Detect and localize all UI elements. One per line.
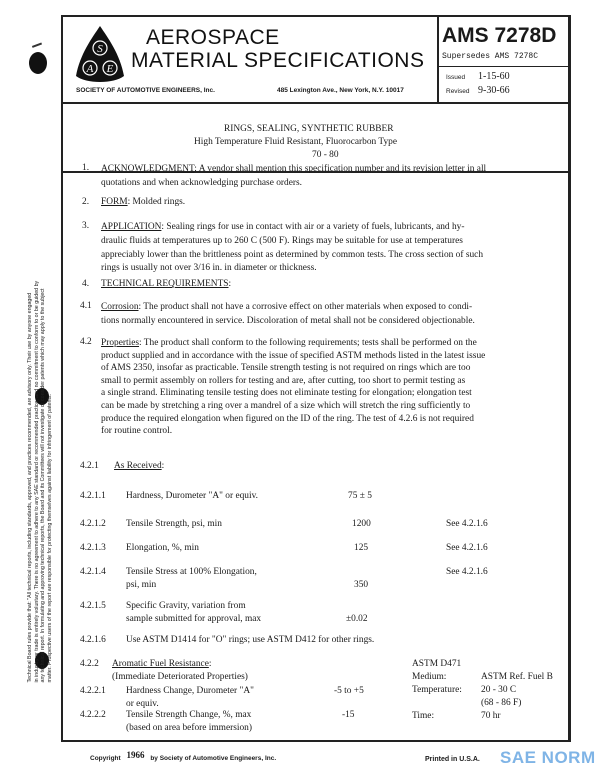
line: product supplied and in accordance with the issue of specified ASTM methods listed in the latest issue bbox=[101, 350, 486, 361]
notice-line: in industry or trade is entirely voluntary. There is no agreement to adhere to any SAE standard or recommended practice, and no commitment to conform to or be guided by bbox=[33, 280, 40, 683]
line: a single strand. Eliminating tensile testing does not eliminate testing for elongation; elongation test bbox=[101, 388, 472, 399]
punch-hole-mark bbox=[29, 52, 47, 74]
section-4-2-1-heading bbox=[114, 461, 164, 471]
fuel-medium-label: Medium: bbox=[412, 672, 447, 682]
supersedes: Supersedes AMS 7278C bbox=[442, 52, 539, 61]
line: of AMS 2350, insofar as practicable. Tensile strength testing is not required on rings which are too bbox=[101, 363, 471, 374]
fuel-temperature-f-value: (68 - 86 F) bbox=[481, 698, 522, 708]
row-label: Hardness, Durometer "A" or equiv. bbox=[126, 491, 259, 501]
society-address: 485 Lexington Ave., New York, N.Y. 10017 bbox=[277, 87, 404, 94]
section-number: 4. bbox=[82, 279, 90, 289]
section-number: 4.2 bbox=[80, 337, 92, 347]
header-title-aerospace: AEROSPACE bbox=[146, 26, 280, 49]
row-value: 1200 bbox=[352, 519, 371, 529]
section-heading: Aromatic Fuel Resistance bbox=[112, 659, 209, 669]
section-4-2-2-heading bbox=[112, 659, 211, 669]
section-number: 4.2.1 bbox=[80, 461, 99, 471]
spec-number-divider bbox=[437, 66, 571, 67]
row-label-continued: sample submitted for approval, max bbox=[126, 614, 262, 624]
row-label: Specific Gravity, variation from bbox=[126, 601, 246, 611]
row-value: -15 bbox=[342, 710, 355, 720]
section-heading: TECHNICAL REQUIREMENTS bbox=[101, 279, 229, 289]
section-3-text bbox=[101, 221, 483, 276]
notice-line: matter. Prospective users of the report are responsible for protecting themselves against liability for infringement of patents." bbox=[46, 392, 53, 683]
copyright-holder: by Society of Automotive Engineers, Inc. bbox=[150, 755, 277, 762]
row-number: 4.2.1.1 bbox=[80, 491, 106, 501]
suffix: : bbox=[228, 279, 232, 289]
row-label: Hardness Change, Durometer "A" bbox=[126, 686, 254, 696]
svg-text:E: E bbox=[106, 63, 114, 75]
fuel-temperature-value: 20 - 30 C bbox=[481, 685, 517, 695]
sae-norm-watermark: SAE NORM bbox=[500, 748, 596, 767]
row-number: 4.2.1.2 bbox=[80, 519, 106, 529]
row-value: 350 bbox=[354, 580, 369, 590]
notice-line: any technical report. In formulating and approving technical reports, the Board and its Committees will not investigate or consider patents which may apply to the subject bbox=[40, 288, 46, 683]
row-note: See 4.2.1.6 bbox=[446, 543, 488, 553]
row-number: 4.2.1.5 bbox=[80, 601, 106, 611]
line: draulic fluids at temperatures up to 260 C (500 F). Rings may be suitable for use at temperatures bbox=[101, 235, 463, 246]
line: for routine control. bbox=[101, 426, 173, 437]
copyright-label: Copyright bbox=[90, 755, 121, 762]
row-note: See 4.2.1.6 bbox=[446, 519, 488, 529]
issued-date: 1-15-60 bbox=[478, 71, 510, 82]
revised-date: 9-30-66 bbox=[478, 85, 510, 96]
section-number: 4.1 bbox=[80, 301, 92, 311]
line: can be made by stretching a ring over a mandrel of a size which will stretch the ring sufficiently to bbox=[101, 400, 471, 411]
row-value: ±0.02 bbox=[346, 614, 368, 624]
fuel-time-label: Time: bbox=[412, 711, 435, 721]
header-divider bbox=[61, 102, 571, 104]
punch-hole-scratch bbox=[32, 43, 44, 54]
row-value: 125 bbox=[354, 543, 369, 553]
issued-label: Issued bbox=[446, 74, 466, 81]
svg-text:S: S bbox=[97, 43, 103, 55]
line: : Molded rings. bbox=[127, 197, 186, 207]
fuel-medium-value: ASTM Ref. Fuel B bbox=[481, 672, 553, 682]
row-label-continued: (based on area before immersion) bbox=[126, 723, 252, 733]
fuel-time-value: 70 hr bbox=[481, 711, 501, 721]
line: produce the required elongation when figured on the ID of the ring. The test of 4.2.6 is not required bbox=[101, 413, 474, 424]
printed-in-usa: Printed in U.S.A. bbox=[425, 756, 480, 763]
svg-text:A: A bbox=[86, 63, 94, 75]
row-label: Tensile Stress at 100% Elongation, bbox=[126, 567, 257, 577]
row-number: 4.2.2.1 bbox=[80, 686, 106, 696]
suffix: : bbox=[161, 461, 165, 471]
row-label-continued: psi, min bbox=[126, 580, 157, 590]
row-label: Tensile Strength Change, %, max bbox=[126, 710, 252, 720]
line: quotations and when acknowledging purchase orders. bbox=[101, 177, 302, 188]
section-heading: ACKNOWLEDGMENT bbox=[101, 164, 195, 174]
doc-subtitle: High Temperature Fluid Resistant, Fluorocarbon Type bbox=[194, 137, 397, 147]
footer-copyright bbox=[90, 752, 276, 762]
section-number: 4.2.1.6 bbox=[80, 635, 106, 645]
revised-label: Revised bbox=[446, 88, 470, 95]
row-number: 4.2.1.4 bbox=[80, 567, 106, 577]
header-title-material-specifications: MATERIAL SPECIFICATIONS bbox=[131, 49, 425, 72]
line: : Sealing rings for use in contact with air or a variety of fuels, lubricants, and hy- bbox=[161, 222, 465, 232]
suffix: : bbox=[208, 659, 212, 669]
fuel-test-method: ASTM D471 bbox=[412, 659, 462, 669]
doc-type-range: 70 - 80 bbox=[312, 150, 339, 160]
copyright-year: 1966 bbox=[126, 750, 145, 760]
section-4-2-1-6-text: Use ASTM D1414 for "O" rings; use ASTM D412 for other rings. bbox=[126, 635, 375, 645]
side-legal-notice bbox=[27, 138, 53, 683]
row-label: Tensile Strength, psi, min bbox=[126, 519, 222, 529]
section-number: 4.2.2 bbox=[80, 659, 99, 669]
line: : The product shall conform to the following requirements; tests shall be performed on the bbox=[139, 338, 477, 348]
line: small to permit assembly on rollers for testing and are, after cutting, too short to permit testing as bbox=[101, 375, 466, 386]
line: appreciably lower than the brittleness point as determined by common tests. The cross section of such bbox=[101, 249, 484, 260]
section-heading: Corrosion bbox=[101, 302, 139, 312]
section-heading: APPLICATION bbox=[101, 222, 162, 232]
row-note: See 4.2.1.6 bbox=[446, 567, 488, 577]
header-vertical-divider bbox=[437, 15, 439, 103]
row-number: 4.2.2.2 bbox=[80, 710, 106, 720]
notice-line: Technical Board rules provide that: "All technical reports, including standards, approved, and practices recommended, are advisory only. Their use by anyone engaged bbox=[26, 292, 33, 683]
row-label: Elongation, %, min bbox=[126, 543, 199, 553]
section-heading: Properties bbox=[101, 338, 140, 348]
line: : The product shall not have a corrosive effect on other materials when exposed to condi- bbox=[138, 302, 473, 312]
line: rings is usually not over 3/16 in. in diameter or thickness. bbox=[101, 263, 317, 274]
line: tions normally encountered in service. Discoloration of metal shall not be considered objectionable. bbox=[101, 315, 475, 326]
row-value: 75 ± 5 bbox=[348, 491, 372, 501]
section-2-text bbox=[101, 197, 185, 207]
row-number: 4.2.1.3 bbox=[80, 543, 106, 553]
section-number: 3. bbox=[82, 221, 90, 231]
section-4-heading bbox=[101, 279, 231, 289]
section-4-2-2-subheading: (Immediate Deteriorated Properties) bbox=[112, 672, 248, 682]
section-number: 1. bbox=[82, 163, 90, 173]
section-heading: As Received bbox=[114, 461, 162, 471]
section-1-text bbox=[101, 163, 486, 190]
section-number: 2. bbox=[82, 197, 90, 207]
fuel-temperature-label: Temperature: bbox=[412, 685, 462, 695]
spec-number: AMS 7278D bbox=[442, 24, 557, 47]
sae-logo-icon bbox=[74, 24, 126, 86]
section-4-2-text bbox=[101, 337, 485, 438]
society-name: SOCIETY OF AUTOMOTIVE ENGINEERS, Inc. bbox=[76, 87, 215, 94]
doc-title: RINGS, SEALING, SYNTHETIC RUBBER bbox=[224, 124, 394, 134]
section-4-1-text bbox=[101, 301, 475, 329]
section-heading: FORM bbox=[101, 197, 128, 207]
row-value: -5 to +5 bbox=[334, 686, 364, 696]
row-label-continued: or equiv. bbox=[126, 699, 159, 709]
line: : A vendor shall mention this specification number and its revision letter in all bbox=[194, 164, 487, 174]
